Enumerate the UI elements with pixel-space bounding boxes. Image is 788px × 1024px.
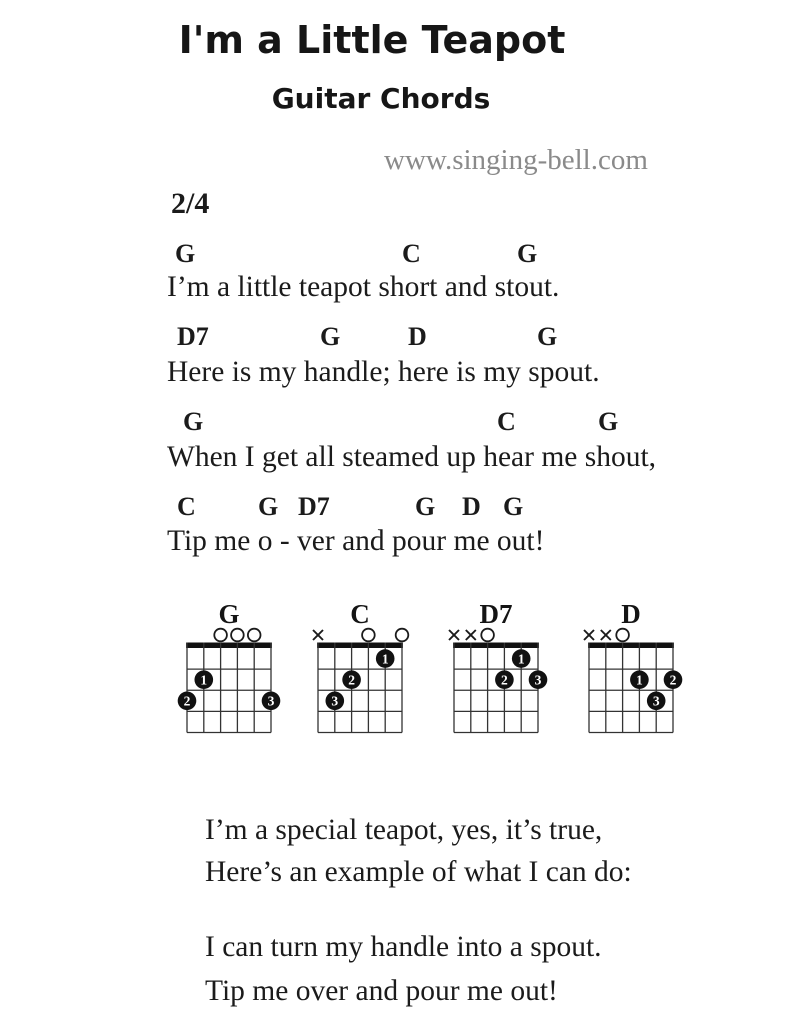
chord-symbol: C — [402, 239, 421, 268]
open-string-marker — [248, 629, 261, 642]
chord-symbol: G — [503, 492, 524, 521]
lyric-line: I’m a little teapot short and stout. — [167, 271, 560, 303]
nut-bar — [317, 643, 403, 649]
diagram-chord-name: D7 — [479, 599, 513, 629]
finger-number: 1 — [517, 651, 525, 667]
finger-number: 1 — [636, 672, 643, 688]
chord-diagram-d7 — [440, 592, 552, 738]
chord-symbol: G — [517, 239, 538, 268]
finger-number: 2 — [669, 672, 677, 688]
diagram-chord-name: D — [621, 599, 641, 629]
outro-lyric-line: Tip me over and pour me out! — [205, 975, 558, 1007]
diagram-chord-name: C — [350, 599, 370, 629]
chord-line — [0, 239, 788, 271]
chord-symbol: D — [462, 492, 481, 521]
chord-symbol: G — [537, 322, 558, 351]
chord-symbol: C — [497, 407, 516, 436]
nut-bar — [588, 643, 674, 649]
sheet-subtitle: Guitar Chords — [271, 82, 491, 115]
chord-symbol: G — [183, 407, 204, 436]
chord-symbol: G — [320, 322, 341, 351]
chord-line — [0, 322, 788, 354]
chord-line — [0, 407, 788, 439]
lyric-line: Here is my handle; here is my spout. — [167, 356, 600, 388]
chord-line — [0, 492, 788, 524]
website-watermark: www.singing-bell.com — [384, 144, 648, 176]
finger-number: 3 — [267, 693, 275, 709]
song-title: I'm a Little Teapot — [178, 18, 566, 62]
open-string-marker — [616, 629, 629, 642]
outro-lyric-line: I can turn my handle into a spout. — [205, 931, 602, 963]
open-string-marker — [231, 629, 244, 642]
chord-diagram-c — [304, 592, 416, 738]
finger-number: 1 — [381, 651, 389, 667]
outro-lyric-line: I’m a special teapot, yes, it’s true, — [205, 814, 603, 846]
chord-diagram-d — [575, 592, 687, 738]
open-string-marker — [214, 629, 227, 642]
chord-symbol: G — [175, 239, 196, 268]
lyric-line: When I get all steamed up hear me shout, — [167, 441, 657, 473]
lyric-line: Tip me o - ver and pour me out! — [167, 525, 545, 557]
open-string-marker — [396, 629, 409, 642]
chord-symbol: C — [177, 492, 196, 521]
finger-number: 2 — [348, 672, 355, 688]
open-string-marker — [362, 629, 375, 642]
chord-symbol: D7 — [177, 322, 209, 351]
chord-symbol: G — [258, 492, 279, 521]
chord-symbol: G — [598, 407, 619, 436]
outro-lyric-line: Here’s an example of what I can do: — [205, 856, 632, 888]
finger-number: 3 — [331, 693, 339, 709]
time-signature: 2/4 — [171, 187, 210, 220]
finger-number: 3 — [652, 693, 660, 709]
finger-number: 2 — [501, 672, 508, 688]
finger-number: 2 — [183, 693, 191, 709]
finger-number: 3 — [534, 672, 542, 688]
chord-diagram-g — [173, 592, 285, 738]
chord-symbol: D7 — [298, 492, 330, 521]
diagram-chord-name: G — [218, 599, 240, 629]
open-string-marker — [481, 629, 494, 642]
chord-symbol: G — [415, 492, 436, 521]
nut-bar — [453, 643, 539, 649]
nut-bar — [186, 643, 272, 649]
finger-number: 1 — [200, 672, 208, 688]
chord-symbol: D — [408, 322, 427, 351]
